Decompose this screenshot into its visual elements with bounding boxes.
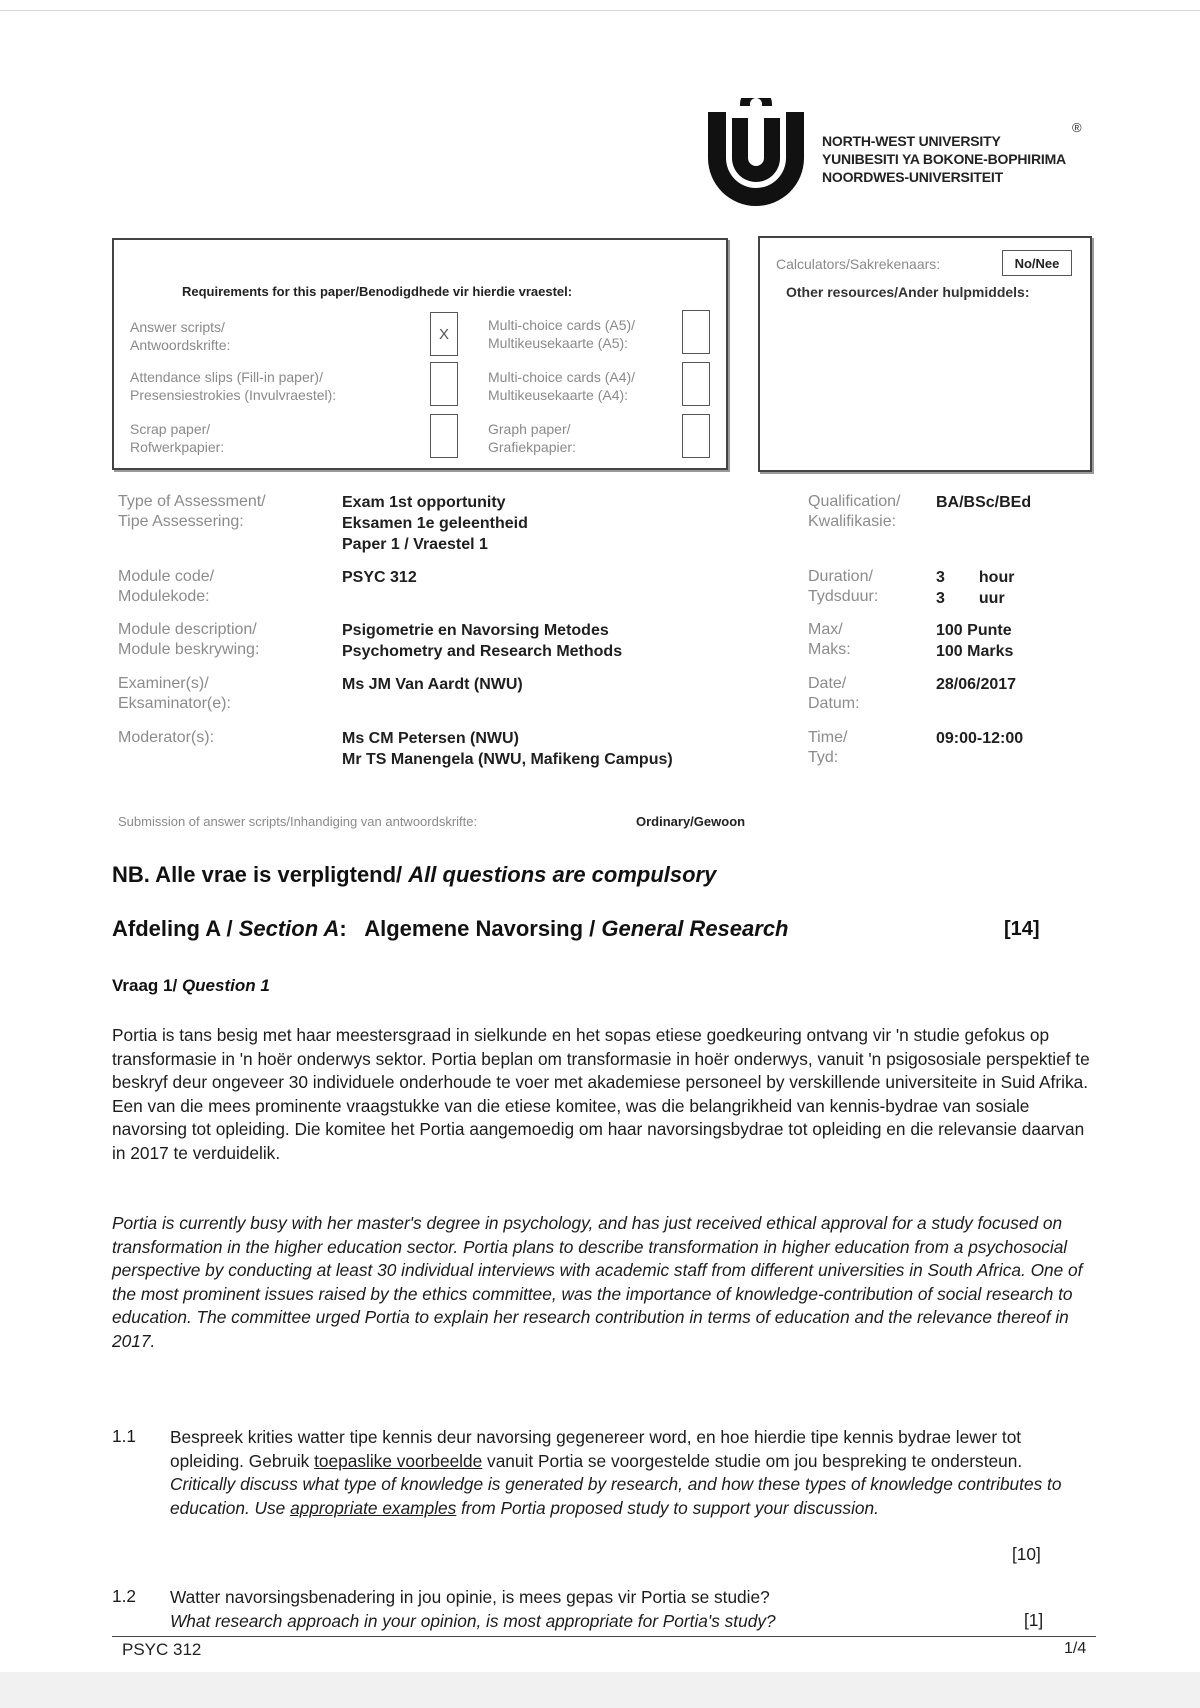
assessment-type-label: Type of Assessment/ Tipe Assessering: <box>118 493 266 530</box>
university-logo <box>702 98 810 206</box>
moderator-label: Moderator(s): <box>118 729 215 746</box>
question-1-1-marks: [10] <box>1012 1544 1041 1564</box>
resources-box <box>758 236 1092 472</box>
module-description-label: Module description/ Module beskrywing: <box>118 621 260 658</box>
requirements-box <box>112 238 728 470</box>
date-value: 28/06/2017 <box>936 676 1017 693</box>
university-names <box>822 132 1066 186</box>
module-description-value: Psigometrie en Navorsing Metodes Psychometry and Research Methods <box>342 622 623 660</box>
assessment-type-value: Exam 1st opportunity Eksamen 1e geleentheid Paper 1 / Vraestel 1 <box>342 494 528 553</box>
req-scrap-paper-label: Scrap paper/ Rofwerkpapier: <box>130 421 225 455</box>
requirements-title: Requirements for this paper/Benodigdhede vir hierdie vraestel: <box>182 284 573 299</box>
qualification-label: Qualification/ Kwalifikasie: <box>808 493 901 530</box>
req-mcq-a4-checkbox[interactable] <box>682 362 710 406</box>
examiner-value: Ms JM Van Aardt (NWU) <box>342 676 523 693</box>
section-marks: [14] <box>1004 918 1040 940</box>
university-name-en: NORTH-WEST UNIVERSITY <box>822 133 1001 149</box>
top-edge-line <box>0 10 1200 11</box>
registered-mark: ® <box>1072 120 1082 135</box>
question-heading: Vraag 1/ Question 1 <box>112 976 270 995</box>
duration-label: Duration/ Tydsduur: <box>808 568 879 605</box>
req-attendance-slips-checkbox[interactable] <box>430 362 458 406</box>
compulsory-notice: NB. Alle vrae is verpligtend/ All questions are compulsory <box>112 862 717 887</box>
qualification-value: BA/BSc/BEd <box>936 494 1032 511</box>
calculators-value: No/Nee <box>1002 250 1072 276</box>
scan-bottom-shade <box>0 1672 1200 1708</box>
module-code-label: Module code/ Modulekode: <box>118 568 215 605</box>
date-label: Date/ Datum: <box>808 675 860 712</box>
question-1-2-number: 1.2 <box>112 1586 137 1606</box>
examiner-label: Examiner(s)/ Eksaminator(e): <box>118 675 231 712</box>
time-label: Time/ Tyd: <box>808 729 848 766</box>
max-marks-value: 100 Punte 100 Marks <box>936 622 1014 660</box>
module-code-value: PSYC 312 <box>342 569 417 586</box>
max-marks-label: Max/ Maks: <box>808 621 851 658</box>
req-answer-scripts-checkbox[interactable]: X <box>430 312 458 356</box>
submission-value: Ordinary/Gewoon <box>636 814 746 829</box>
req-mcq-a4-label: Multi-choice cards (A4)/ Multikeusekaarte (A4): <box>488 369 636 403</box>
scenario-paragraph-afrikaans: Portia is tans besig met haar meestersgraad in sielkunde en het sopas etiese goedkeuring ontvang vir 'n studie gefokus op transformasie in 'n hoër onderwys sektor. Portia beplan om transformasie in hoër onderwys, vanuit 'n psigososiale perspektief te beskryf deur ongeveer 30 individuele onderhoude te voer met akademiese personeel by verskillende universiteite in Suid Afrika. Een van die mees prominente vraagstukke van die etiese komitee, was die belangrikheid van kennis-bydrae van sosiale navorsing tot opleiding. Die komitee het Portia aangemoedig om haar navorsingsbydrae tot opleiding en die relevansie daarvan in 2017 te verduidelik. <box>112 1025 1090 1163</box>
section-heading: Afdeling A / Section A: Algemene Navorsing / General Research <box>112 916 789 941</box>
footer-page-number: 1/4 <box>1064 1640 1087 1657</box>
scenario-paragraph-english: Portia is currently busy with her master's degree in psychology, and has just received ethical approval for a study focused on transformation in the higher education sector. Portia plans to describe transformation in higher education from a psychosocial perspective by conducting at least 30 individual interviews with academic staff from different universities in South Africa. One of the most prominent issues raised by the ethics committee, was the importance of knowledge-contribution of social research to education. The committee urged Portia to explain her research contribution in terms of education and the relevance thereof in 2017. <box>112 1213 1083 1351</box>
question-1-1-text: Bespreek krities watter tipe kennis deur navorsing gegenereer word, en hoe hierdie tipe kennis bydrae lewer tot opleiding. Gebruik toepaslike voorbeelde vanuit Portia se voorgestelde studie om jou bespreking te ondersteun. Critically discuss what type of knowledge is generated by research, and how these types of knowledge contributes to education. Use appropriate examples from Portia proposed study to support your discussion. <box>170 1427 1062 1518</box>
req-attendance-slips-label: Attendance slips (Fill-in paper)/ Presensiestrokies (Invulvraestel): <box>130 369 337 403</box>
submission-label: Submission of answer scripts/Inhandiging van antwoordskrifte: <box>118 814 478 829</box>
moderator-value: Ms CM Petersen (NWU) Mr TS Manengela (NWU, Mafikeng Campus) <box>342 730 673 768</box>
req-mcq-a5-checkbox[interactable] <box>682 310 710 354</box>
req-graph-paper-label: Graph paper/ Grafiekpapier: <box>488 421 576 455</box>
footer-rule <box>112 1636 1096 1637</box>
req-mcq-a5-label: Multi-choice cards (A5)/ Multikeusekaarte (A5): <box>488 317 636 351</box>
question-1-2-marks: [1] <box>1024 1610 1044 1630</box>
calculators-label: Calculators/Sakrekenaars: <box>776 256 941 272</box>
university-name-af: NOORDWES-UNIVERSITEIT <box>822 169 1003 185</box>
time-value: 09:00-12:00 <box>936 730 1024 747</box>
question-1-2-text: Watter navorsingsbenadering in jou opinie, is mees gepas vir Portia se studie? What research approach in your opinion, is most appropriate for Portia's study? <box>170 1587 776 1631</box>
university-name-tn: YUNIBESITI YA BOKONE-BOPHIRIMA <box>822 151 1066 167</box>
other-resources-label: Other resources/Ander hulpmiddels: <box>786 284 1030 300</box>
question-1-1-number: 1.1 <box>112 1426 137 1446</box>
footer-module-code: PSYC 312 <box>122 1640 202 1659</box>
req-graph-paper-checkbox[interactable] <box>682 414 710 458</box>
req-scrap-paper-checkbox[interactable] <box>430 414 458 458</box>
req-answer-scripts-label: Answer scripts/ Antwoordskrifte: <box>130 319 231 353</box>
duration-value: 3 hour 3 uur <box>936 569 1015 607</box>
